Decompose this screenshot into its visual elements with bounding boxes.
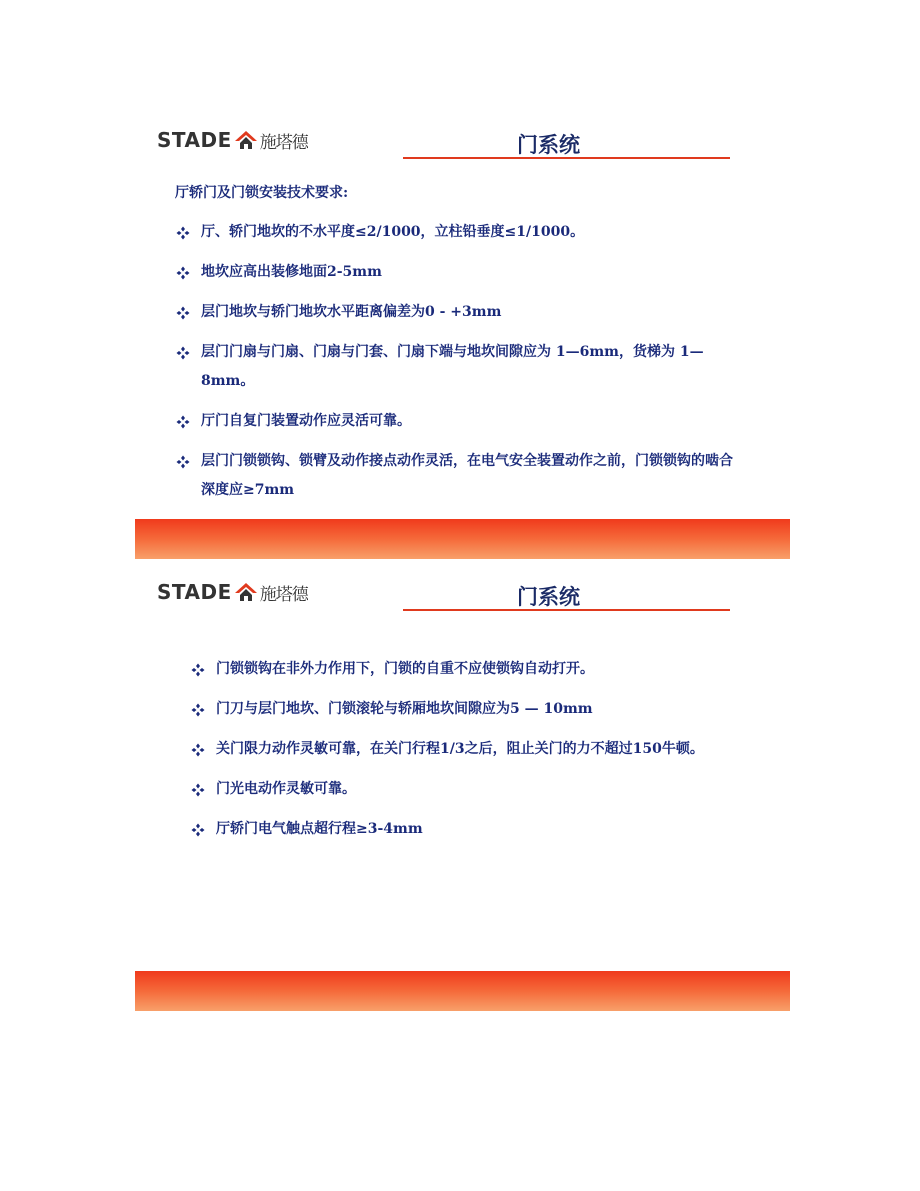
diamond-bullet-icon (190, 775, 206, 804)
list-item (175, 338, 735, 396)
requirement-list (175, 218, 735, 516)
slide-2 (135, 567, 790, 1011)
section-intro: 厅轿门及门锁安装技术要求: (175, 185, 349, 201)
slide-title: 门系统 (517, 585, 580, 609)
title-underline (403, 157, 730, 159)
diamond-bullet-icon (175, 218, 191, 247)
stade-logo-icon (234, 129, 258, 151)
list-item-text: 门刀与层门地坎、门锁滚轮与轿厢地坎间隙应为5 — 10mm (216, 701, 593, 717)
stade-logo (157, 127, 308, 153)
footer-band (135, 519, 790, 559)
diamond-bullet-icon (190, 655, 206, 684)
diamond-bullet-icon (190, 695, 206, 724)
list-item-text: 层门地坎与轿门地坎水平距离偏差为0 - +3mm (201, 304, 502, 320)
footer-band (135, 971, 790, 1011)
list-item (190, 815, 735, 844)
list-item-text: 关门限力动作灵敏可靠，在关门行程1/3之后，阻止关门的力不超过150牛顿。 (216, 741, 704, 757)
list-item-text: 厅门自复门装置动作应灵活可靠。 (201, 413, 411, 429)
diamond-bullet-icon (175, 407, 191, 436)
logo-latin-text: STADE (157, 128, 232, 152)
list-item (175, 407, 735, 436)
list-item (190, 655, 735, 684)
list-item-text: 地坎应高出装修地面2-5mm (201, 264, 382, 280)
diamond-bullet-icon (190, 735, 206, 764)
diamond-bullet-icon (175, 338, 191, 367)
list-item-text: 厅、轿门地坎的不水平度≤2/1000，立柱铅垂度≤1/1000。 (201, 224, 585, 240)
list-item-text: 门锁锁钩在非外力作用下，门锁的自重不应使锁钩自动打开。 (216, 661, 594, 677)
list-item (190, 695, 735, 724)
list-item (175, 298, 735, 327)
list-item-text: 层门门锁锁钩、锁臂及动作接点动作灵活，在电气安全装置动作之前，门锁锁钩的啮合深度应≥7mm (201, 453, 733, 498)
requirement-list (190, 655, 735, 855)
stade-logo-icon (234, 581, 258, 603)
list-item-text: 厅轿门电气触点超行程≥3-4mm (216, 821, 423, 837)
diamond-bullet-icon (175, 258, 191, 287)
list-item (190, 735, 735, 764)
diamond-bullet-icon (175, 298, 191, 327)
list-item (190, 775, 735, 804)
title-underline (403, 609, 730, 611)
list-item (175, 447, 735, 505)
stade-logo (157, 579, 308, 605)
logo-latin-text: STADE (157, 580, 232, 604)
diamond-bullet-icon (175, 447, 191, 476)
list-item-text: 层门门扇与门扇、门扇与门套、门扇下端与地坎间隙应为 1—6mm，货梯为 1— 8mm。 (201, 344, 704, 389)
list-item (175, 218, 735, 247)
logo-chinese-text: 施塔德 (259, 132, 308, 153)
list-item-text: 门光电动作灵敏可靠。 (216, 781, 356, 797)
diamond-bullet-icon (190, 815, 206, 844)
slide-title: 门系统 (517, 133, 580, 157)
logo-chinese-text: 施塔德 (259, 584, 308, 605)
list-item (175, 258, 735, 287)
slide-1 (135, 115, 790, 559)
